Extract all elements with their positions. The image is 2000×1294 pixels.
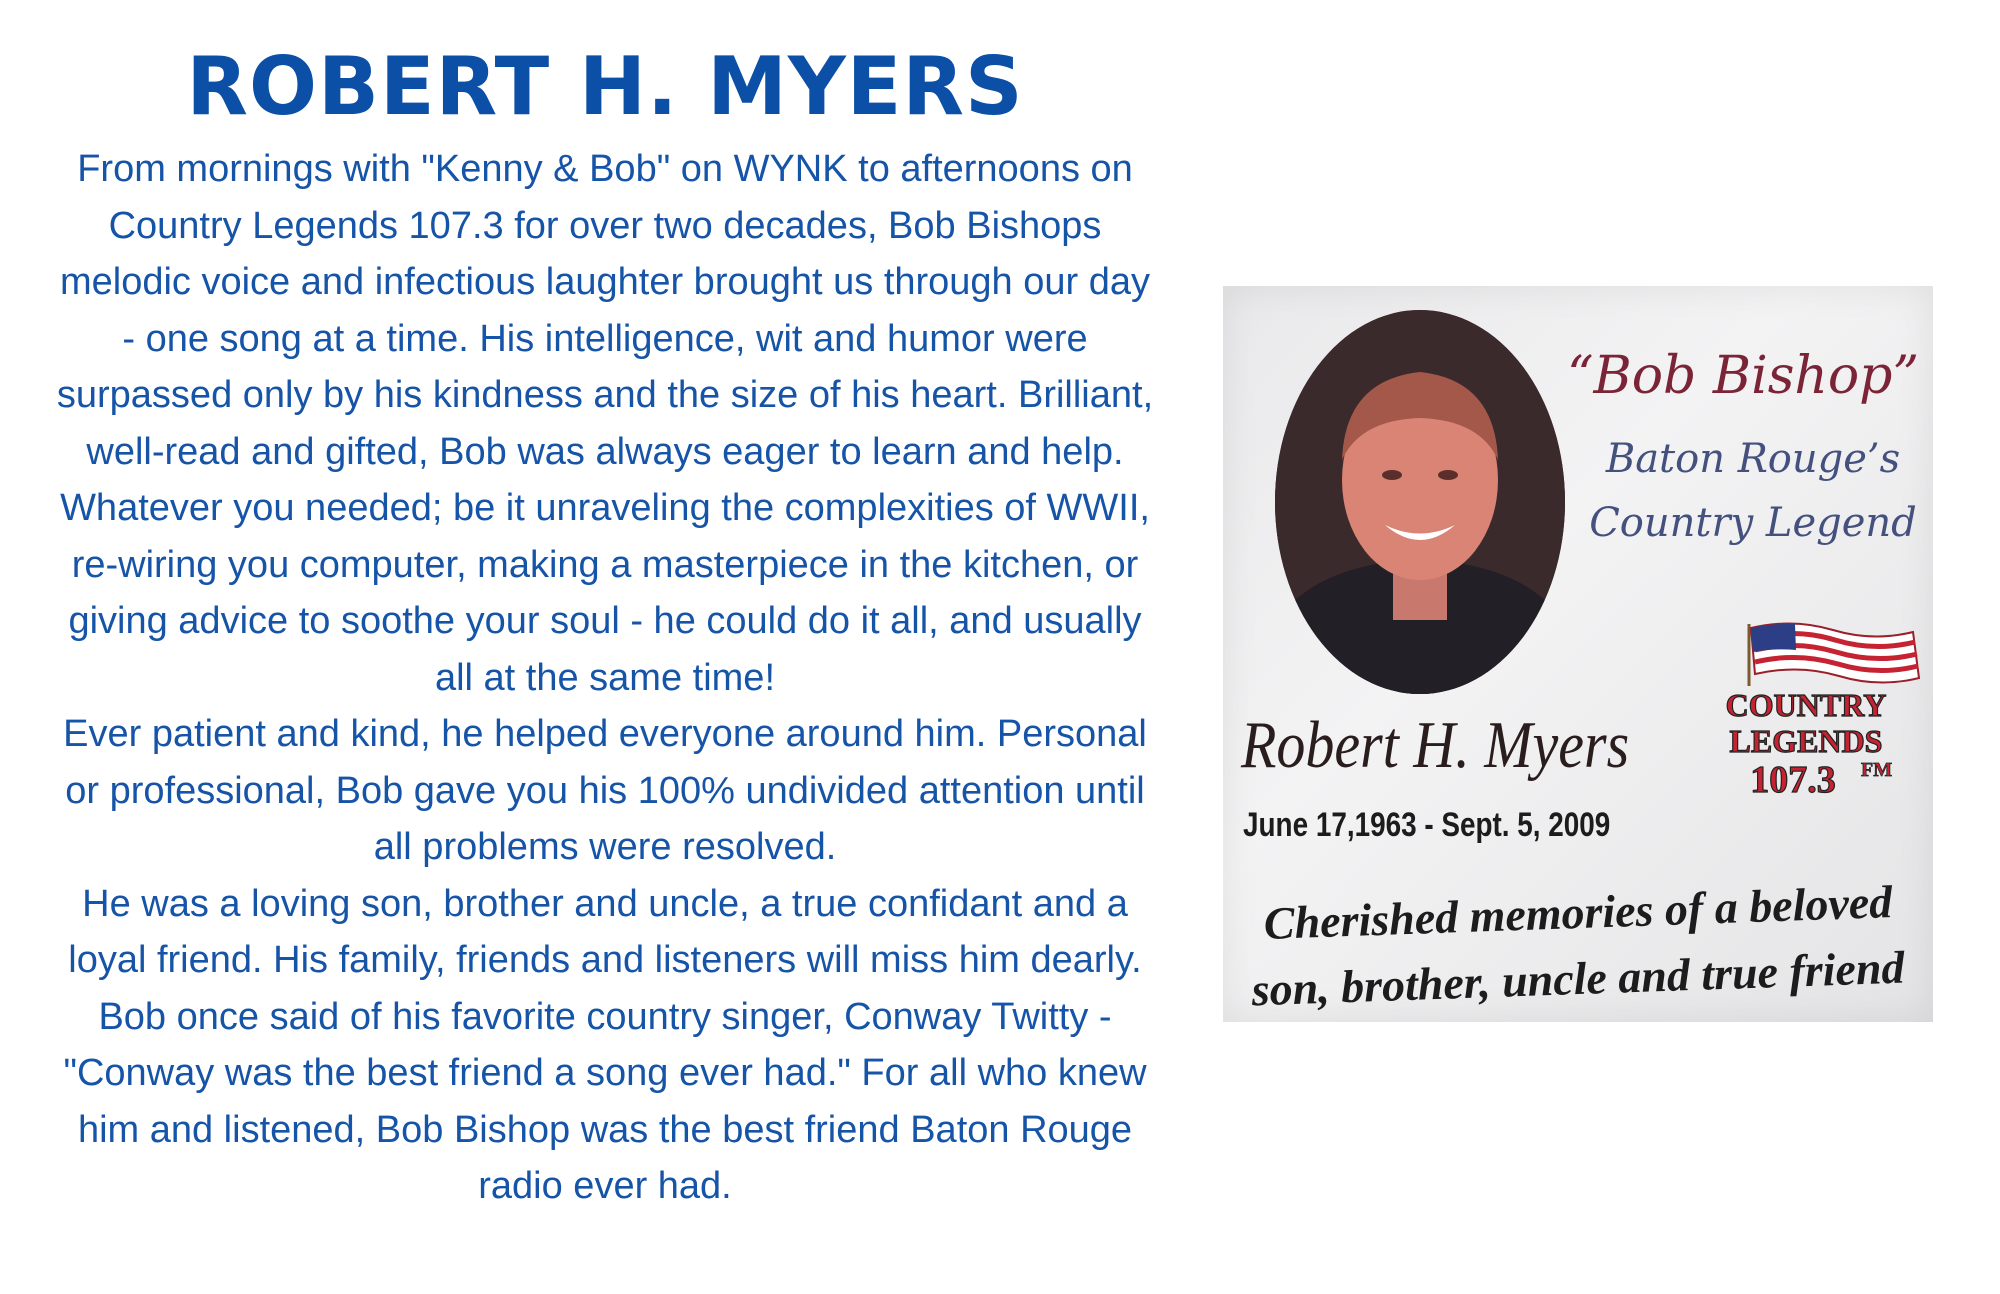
memorial-card-image bbox=[1223, 286, 1933, 1022]
cherished-line-1: Cherished memories of a beloved bbox=[1263, 876, 1893, 949]
obituary-paragraph-4: Bob once said of his favorite country singer, Conway Twitty - "Conway was the best friend a song ever had." For all who knew him and listened, Bob Bishop was the best friend Baton Rouge radio ever had. bbox=[63, 995, 1147, 1207]
country-legends-logo bbox=[1683, 616, 1929, 806]
obituary-text-column bbox=[50, 40, 1160, 1215]
nickname-text: “Bob Bishop” bbox=[1566, 346, 1920, 406]
cherished-line-2: son, brother, uncle and true friend bbox=[1250, 941, 1906, 1016]
tagline-line-1: Baton Rouge’s bbox=[1605, 436, 1901, 482]
memorial-name: Robert H. Myers bbox=[1241, 707, 1630, 782]
logo-line-1: COUNTRY bbox=[1725, 687, 1887, 723]
portrait-illustration bbox=[1275, 310, 1565, 694]
tagline-line-2: Country Legend bbox=[1589, 500, 1917, 546]
logo-line-3: 107.3 bbox=[1750, 759, 1836, 801]
obituary-paragraph-2: Ever patient and kind, he helped everyone around him. Personal or professional, Bob gave you his 100% undivided attention until all problems were resolved. bbox=[63, 713, 1147, 868]
memorial-dates: June 17,1963 - Sept. 5, 2009 bbox=[1243, 806, 1611, 844]
page-title: ROBERT H. MYERS bbox=[186, 40, 1024, 133]
portrait-photo bbox=[1275, 310, 1565, 694]
obituary-paragraph-1: From mornings with "Kenny & Bob" on WYNK to afternoons on Country Legends 107.3 for over two decades, Bob Bishops melodic voice and infectious laughter brought us through our day - one song at a time. His intelligence, wit and humor were surpassed only by his kindness and the size of his heart. Brilliant, well-read and gifted, Bob was always eager to learn and help. Whatever you needed; be it unraveling the complexities of WWII, re-wiring you computer, making a masterpiece in the kitchen, or giving advice to soothe your soul - he could do it all, and usually all at the same time! bbox=[56, 148, 1154, 699]
american-flag-icon bbox=[1749, 623, 1919, 686]
logo-line-2: LEGENDS bbox=[1729, 723, 1883, 759]
obituary-paragraph-3: He was a loving son, brother and uncle, a true confidant and a loyal friend. His family, friends and listeners will miss him dearly. bbox=[68, 882, 1142, 981]
logo-suffix: FM bbox=[1861, 759, 1893, 781]
